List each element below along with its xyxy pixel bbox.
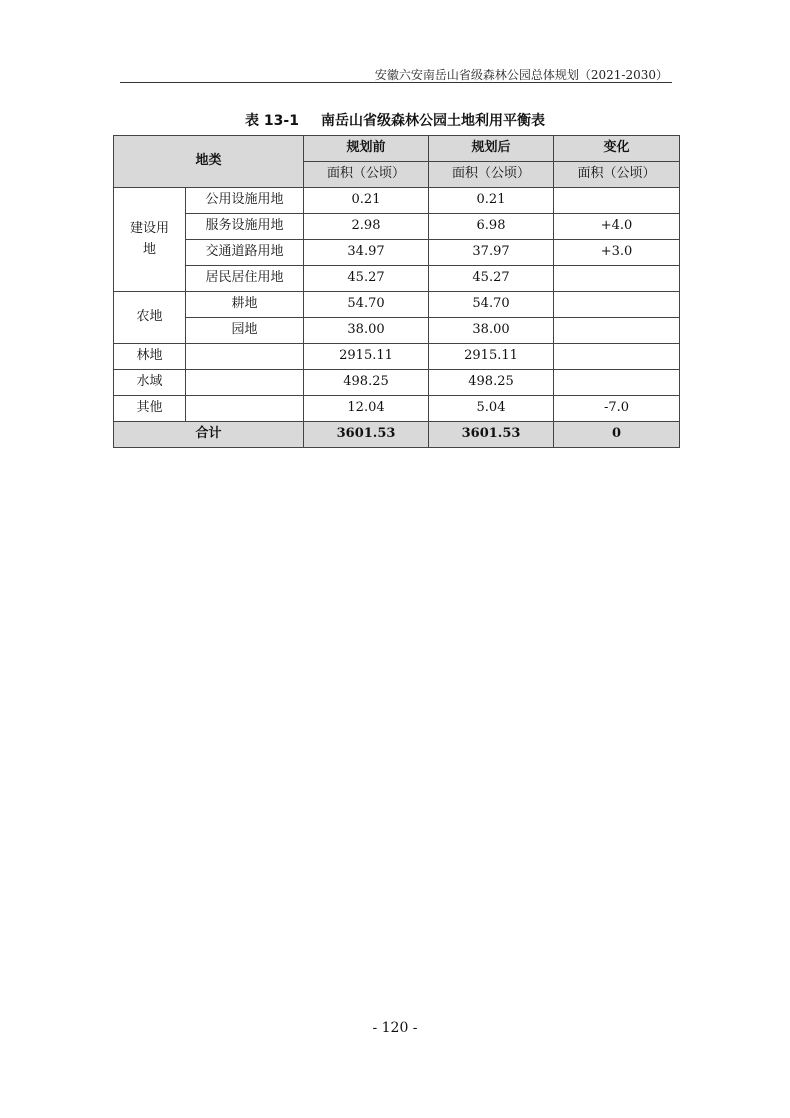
row-after: 498.25 — [429, 370, 554, 396]
row-change: +4.0 — [554, 214, 680, 240]
row-name: 公用设施用地 — [186, 188, 304, 214]
group-label: 建设用地 — [129, 220, 169, 257]
row-subtype-empty — [186, 344, 304, 370]
running-header: 安徽六安南岳山省级森林公园总体规划（2021-2030） — [374, 68, 668, 82]
header-land-type: 地类 — [114, 136, 304, 188]
table-row — [114, 370, 680, 396]
row-name: 水域 — [114, 370, 186, 396]
row-change — [554, 266, 680, 292]
total-label: 合计 — [114, 422, 304, 448]
unit-change: 面积（公顷） — [554, 162, 680, 188]
table-row — [114, 266, 680, 292]
total-after: 3601.53 — [429, 422, 554, 448]
table-row — [114, 188, 680, 214]
row-name: 居民居住用地 — [186, 266, 304, 292]
row-name: 林地 — [114, 344, 186, 370]
row-before: 38.00 — [304, 318, 429, 344]
header-before: 规划前 — [304, 136, 429, 162]
table-title: 南岳山省级森林公园土地利用平衡表 — [320, 113, 545, 129]
row-after: 6.98 — [429, 214, 554, 240]
table-row — [114, 396, 680, 422]
table-row — [114, 318, 680, 344]
row-before: 34.97 — [304, 240, 429, 266]
table-number: 表 13-1 — [245, 113, 299, 129]
row-after: 38.00 — [429, 318, 554, 344]
header-change: 变化 — [554, 136, 680, 162]
row-before: 54.70 — [304, 292, 429, 318]
row-before: 2915.11 — [304, 344, 429, 370]
row-subtype-empty — [186, 370, 304, 396]
row-name: 耕地 — [186, 292, 304, 318]
row-before: 2.98 — [304, 214, 429, 240]
row-name: 服务设施用地 — [186, 214, 304, 240]
page-number: - 120 - — [372, 1020, 418, 1036]
row-after: 37.97 — [429, 240, 554, 266]
row-name: 园地 — [186, 318, 304, 344]
total-before: 3601.53 — [304, 422, 429, 448]
table-row — [114, 344, 680, 370]
table-total-row — [114, 422, 680, 448]
row-before: 12.04 — [304, 396, 429, 422]
row-before: 0.21 — [304, 188, 429, 214]
row-name: 交通道路用地 — [186, 240, 304, 266]
unit-after: 面积（公顷） — [429, 162, 554, 188]
group-farmland: 农地 — [114, 292, 186, 344]
table-row — [114, 240, 680, 266]
row-before: 45.27 — [304, 266, 429, 292]
table-caption — [0, 110, 790, 130]
header-after: 规划后 — [429, 136, 554, 162]
row-change: -7.0 — [554, 396, 680, 422]
row-change: +3.0 — [554, 240, 680, 266]
table-row — [114, 292, 680, 318]
row-change — [554, 188, 680, 214]
total-change: 0 — [554, 422, 680, 448]
unit-before: 面积（公顷） — [304, 162, 429, 188]
table-header-row — [114, 136, 680, 162]
header-rule — [120, 82, 672, 83]
row-before: 498.25 — [304, 370, 429, 396]
group-construction-land — [114, 188, 186, 292]
row-change — [554, 370, 680, 396]
row-after: 5.04 — [429, 396, 554, 422]
row-change — [554, 344, 680, 370]
land-use-balance-table — [113, 135, 680, 448]
table-row — [114, 214, 680, 240]
row-subtype-empty — [186, 396, 304, 422]
row-after: 2915.11 — [429, 344, 554, 370]
row-after: 0.21 — [429, 188, 554, 214]
row-change — [554, 318, 680, 344]
row-after: 54.70 — [429, 292, 554, 318]
row-name: 其他 — [114, 396, 186, 422]
row-after: 45.27 — [429, 266, 554, 292]
row-change — [554, 292, 680, 318]
